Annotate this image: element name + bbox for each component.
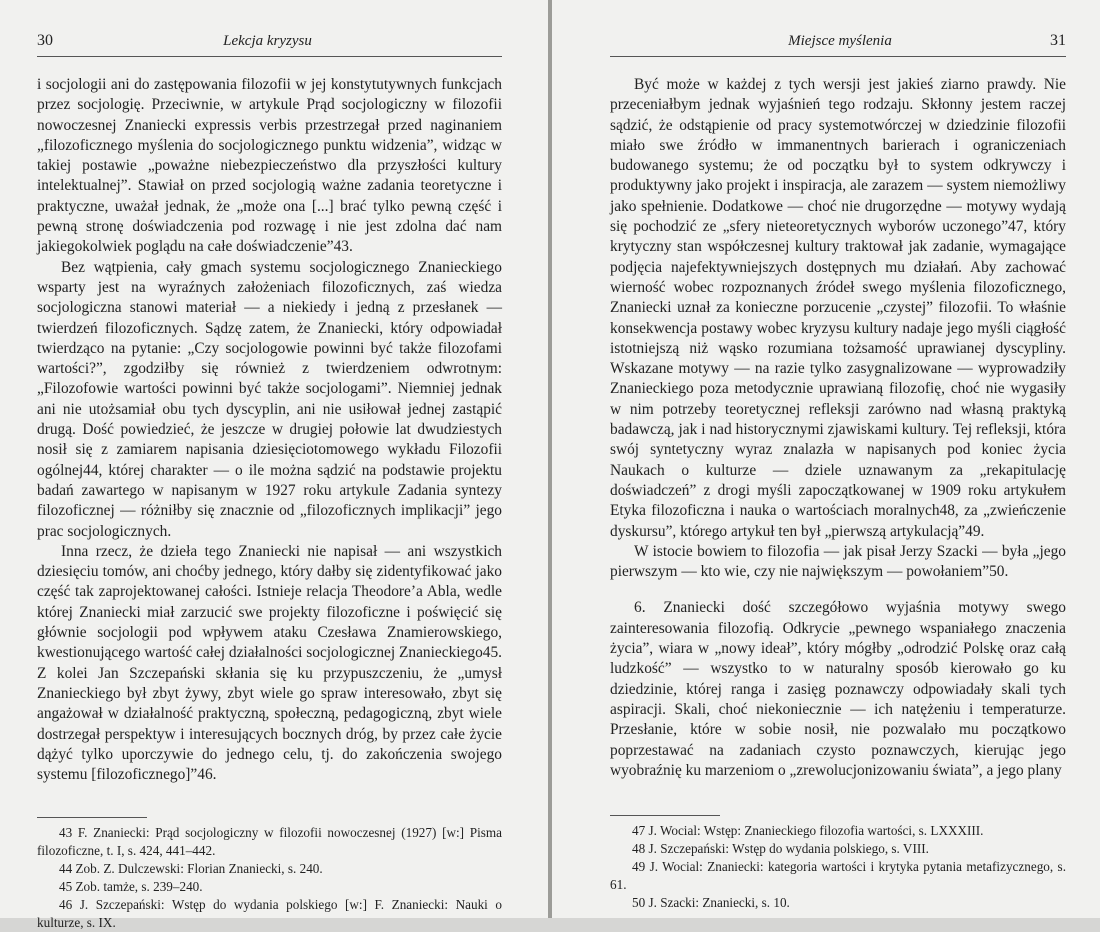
paragraph: i socjologii ani do zastępowania filozofii w jej konstytutywnych funkcjach przez socjologię. Przeciwnie, w artykule Prąd socjologiczny w filozofii nowoczesnej Znaniecki expressis verbis przestrzegał przed naginaniem „filozoficznego myślenia do socjologicznego punktu widzenia”, widząc w takiej postawie „poważne niebezpieczeństwo dla przyszłości kultury intelektualnej”. Stawiał on przed socjologią ważne zadania teoretyczne i praktyczne, uważał jednak, że „może ona [...] brać tylko pewną część i pewną stronę doświadczenia pod rozwagę i nie jest zdolna dać nam jakiegokolwiek poglądu na całe doświadczenie”43. <box>37 76 502 256</box>
footnote: 43 F. Znaniecki: Prąd socjologiczny w filozofii nowoczesnej (1927) [w:] Pisma filozoficzne, t. I, s. 424, 441–442. <box>37 825 502 859</box>
paragraph: Inna rzecz, że dzieła tego Znaniecki nie napisał — ani wszystkich dziesięciu tomów, ani choćby jednego, który dałby się zidentyfikować jako część tak zaprojektowanej całości. Istnieje relacja Theodore’a Abla, wedle której Znaniecki miał zarzucić swe projekty filozoficzne i poświęcić się głównie socjologii pod wpływem ataku Czesława Znamierowskiego, kwestionującego wartość całej działalności socjologicznej Znanieckiego45. Z kolei Jan Szczepański skłania się ku przypuszczeniu, że „umysł Znanieckiego był zbyt żywy, zbyt wiele go spraw interesowało, zbyt się angażował w działalność praktyczną, społeczną, pedagogiczną, zbyt wiele dostrzegał perspektyw i interesujących bocznych dróg, by przez całe życie dążyć tylko uporczywie do jednego celu, tj. do zakończenia swojego systemu [filozoficznego]”46. <box>37 542 502 784</box>
paragraph: W istocie bowiem to filozofia — jak pisał Jerzy Szacki — była „jego pierwszym — kto wie, czy nie największym — powołaniem”50. <box>610 542 1066 581</box>
footnote: 50 J. Szacki: Znaniecki, s. 10. <box>632 895 790 911</box>
paragraph: 6. Znaniecki dość szczegółowo wyjaśnia motywy swego zainteresowania filozofią. Odkrycie „pewnego wspaniałego znaczenia życia”, wiara w „nowy ideał”, który mógłby „odrodzić Polskę oraz całą ludzkość” — wszystko to w naturalny sposób kierowało go ku dziedzinie, której ranga i zasięg poznawczy odpowiadały skali tych aspiracji. Skali, choć niekoniecznie — ich natężeniu i temperaturze. Przesłanie, które w sobie nosił, nie pozwalało mu początkowo poprzestawać na zadaniach czysto poznawczych, kierując jego wyobraźnię ku marzeniom o „zrewolucjonizowaniu świata”, a jego plany <box>610 599 1066 779</box>
right-page-header <box>610 32 1066 50</box>
footnote: 44 Zob. Z. Dulczewski: Florian Znaniecki, s. 240. <box>59 861 323 877</box>
left-body-text <box>37 75 502 785</box>
right-footnotes <box>610 822 1066 912</box>
footnote: 46 J. Szczepański: Wstęp do wydania polskiego [w:] F. Znaniecki: Nauki o kulturze, s. IX. <box>37 897 502 931</box>
footnote: 45 Zob. tamże, s. 239–240. <box>59 879 203 895</box>
footnote: 49 J. Wocial: Znaniecki: kategoria wartości i krytyka pytania metafizycznego, s. 61. <box>610 859 1066 893</box>
footnote-rule <box>37 817 147 818</box>
running-title: Lekcja kryzysu <box>223 33 312 49</box>
left-page <box>0 0 548 931</box>
header-rule <box>37 56 502 57</box>
left-footnotes <box>37 824 502 932</box>
paragraph: Bez wątpienia, cały gmach systemu socjologicznego Znanieckiego wsparty jest na wyraźnych założeniach filozoficznych, zaś wiedza socjologiczna stanowi materiał — a niekiedy i jedną z przesłanek — twierdzeń filozoficznych. Sądzę zatem, że Znaniecki, który odpowiadał twierdząco na pytanie: „Czy socjologowie powinni być także filozofami wartości?”, zgodziłby się również z twierdzeniem odwrotnym: „Filozofowie wartości powinni być także socjologami”. Niemniej jednak ani nie utożsamiał obu tych dyscyplin, ani nie usiłował jednej zastąpić drugą. Dość powiedzieć, że jeszcze w drugiej połowie lat dwudziestych nosił się z zamiarem napisania dziesięciotomowego wykładu Filozofii ogólnej44, której charakter — o ile można sądzić na podstawie projektu badań zawartego w napisanym w 1927 roku artykule Zadania syntezy filozoficznej — różniłby się znacznie od „filozoficznych implikacji” jego prac socjologicznych. <box>37 258 502 540</box>
footnote: 48 J. Szczepański: Wstęp do wydania polskiego, s. VIII. <box>632 841 929 857</box>
left-page-header <box>37 32 502 50</box>
header-rule <box>610 56 1066 57</box>
page-number: 30 <box>37 32 53 49</box>
page-number: 31 <box>1050 32 1066 49</box>
right-page <box>552 0 1100 918</box>
right-body-text <box>610 75 1066 781</box>
running-title: Miejsce myślenia <box>788 33 892 49</box>
paragraph: Być może w każdej z tych wersji jest jakieś ziarno prawdy. Nie przeceniałbym jednak wyjaśnień tego rodzaju. Skłonny jestem raczej sądzić, że odstąpienie od pracy systemotwórczej w dziedzinie filozofii miało swe źródło w immanentnych barierach i ograniczeniach budowanego systemu; że od początku był to system odkrywczy i produktywny jako projekt i inspiracja, ale zarazem — system niemożliwy jako spełnienie. Dodatkowe — choć nie drugorzędne — motywy wydają się pochodzić ze „sfery nieteoretycznych wyborów uczonego”47, który krytyczny stan współczesnej kultury traktował jak zadanie, wymagające podjęcia najefektywniejszych dostępnych mu działań. Aby zachować wierność wobec rozpoznanych źródeł swego myślenia filozoficznego, Znaniecki uznał za konieczne porzucenie „czystej” filozofii. To właśnie konsekwencja postawy wobec kryzysu kultury nadaje jego myśli ciągłość istotniejszą niż wąsko rozumiana tożsamość uprawianej dyscypliny. Wskazane motywy — na razie tylko zasygnalizowane — wyprowadziły Znanieckiego poza metodycznie uprawianą filozofię, choć nie wygasiły w nim potrzeby teoretycznej refleksji zarówno nad własną praktyką badawczą, jak i nad historycznymi zjawiskami kultury. Tej refleksji, która swój syntetyczny wyraz znalazła w napisanych pod koniec życia Naukach o kulturze — dziele uznawanym za „rekapitulację doświadczeń” z drogi myśli zapoczątkowanej w 1909 roku artykułem Etyka filozoficzna i nauka o wartościach moralnych48, za „zwieńczenie dyskursu”, którego artykuł ten był „pierwszą artykulacją”49. <box>610 76 1066 540</box>
footnote: 47 J. Wocial: Wstęp: Znanieckiego filozofia wartości, s. LXXXIII. <box>632 823 984 839</box>
footnote-rule <box>610 815 720 816</box>
